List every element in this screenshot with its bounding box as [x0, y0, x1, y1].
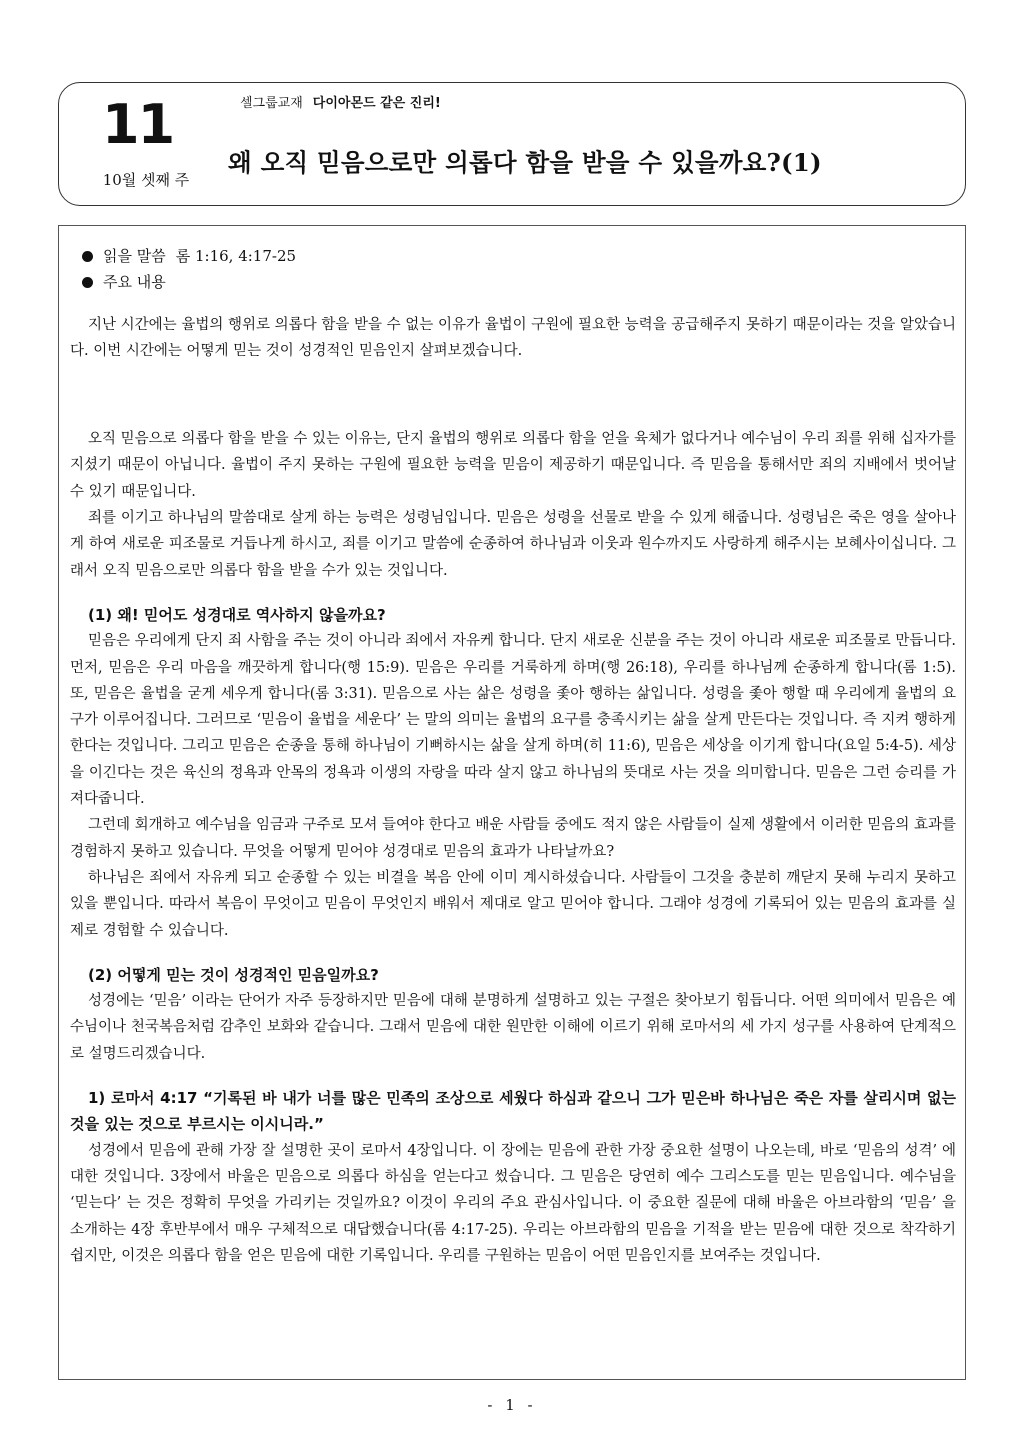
lesson-number: 11: [102, 93, 174, 156]
section1-paragraph-2: 그런데 회개하고 예수님을 임금과 구주로 모셔 들여야 한다고 배운 사람들 중에도 적지 않은 사람들이 실제 생활에서 이러한 믿음의 효과를 경험하지 못하고 있습니다. 무엇을 어떻게 믿어야 성경대로 믿음의 효과가 나타날까요?: [70, 817, 956, 860]
intro-paragraph-1: 지난 시간에는 율법의 행위로 의롭다 함을 받을 수 없는 이유가 율법이 구원에 필요한 능력을 공급해주지 못하기 때문이라는 것을 알았습니다. 이번 시간에는 어떻게 믿는 것이 성경적인 믿음인지 살펴보겠습니다.: [70, 316, 956, 359]
bullet-icon: [82, 277, 93, 288]
verse1-heading: 1) 로마서 4:17 “기록된 바 내가 너를 많은 민족의 조상으로 세웠다 하심과 같으니 그가 믿은바 하나님은 죽은 자를 살리시며 없는 것을 있는 것으로 부르시는 이시니라.”: [70, 1089, 956, 1134]
content-body: [70, 243, 956, 1269]
section1-heading: (1) 왜! 믿어도 성경대로 역사하지 않을까요?: [88, 605, 386, 624]
series-label: [240, 95, 441, 113]
series-prefix: 셀그룹교재: [240, 96, 303, 111]
intro-paragraph-3: 죄를 이기고 하나님의 말씀대로 살게 하는 능력은 성령님입니다. 믿음은 성령을 선물로 받을 수 있게 해줍니다. 성령님은 죽은 영을 살아나게 하여 새로운 피조물로 거듭나게 하시고, 죄를 이기고 말씀에 순종하여 하나님과 이웃과 원수까지도 사랑하게 해주시는 보혜사이십니다. 그래서 오직 믿음으로만 의롭다 함을 받을 수가 있는 것입니다.: [70, 510, 956, 579]
series-title: 다이아몬드 같은 진리!: [312, 96, 441, 111]
bullet-icon: [82, 251, 93, 262]
intro-paragraph-2: 오직 믿음으로 의롭다 함을 받을 수 있는 이유는, 단지 율법의 행위로 의롭다 함을 얻을 육체가 없다거나 예수님이 우리 죄를 위해 십자가를 지셨기 때문이 아닙니다. 율법이 주지 못하는 구원에 필요한 능력을 믿음이 제공하기 때문입니다. 즉 믿음을 통해서만 죄의 지배에서 벗어날 수 있기 때문입니다.: [70, 431, 956, 500]
section1-paragraph-1: 믿음은 우리에게 단지 죄 사함을 주는 것이 아니라 죄에서 자유케 합니다. 단지 새로운 신분을 주는 것이 아니라 새로운 피조물로 만듭니다. 먼저, 믿음은 우리 마음을 깨끗하게 합니다(행 15:9). 믿음은 우리를 거룩하게 하며(행 26:18), 우리를 하나님께 순종하게 합니다(롬 1:5). 또, 믿음은 율법을 굳게 세우게 합니다(롬 3:31). 믿음으로 사는 삶은 성령을 좇아 행하는 삶입니다. 성령을 좇아 행할 때 우리에게 율법의 요구가 이루어집니다. 그러므로 ‘믿음이 율법을 세운다’ 는 말의 의미는 율법의 요구를 충족시키는 삶을 살게 만든다는 것입니다. 즉 지켜 행하게 한다는 것입니다. 그리고 믿음은 순종을 통해 하나님이 기뻐하시는 삶을 살게 하며(히 11:6), 믿음은 세상을 이기게 합니다(요일 5:4-5). 세상을 이긴다는 것은 육신의 정욕과 안목의 정욕과 이생의 자랑을 따라 살지 않고 하나님의 뜻대로 사는 것을 의미합니다. 믿음은 그런 승리를 가져다줍니다.: [70, 633, 956, 808]
lesson-title: 왜 오직 믿음으로만 의롭다 함을 받을 수 있을까요?(1): [228, 148, 822, 177]
reading-ref: 롬 1:16, 4:17-25: [175, 247, 297, 265]
section1-paragraph-3: 하나님은 죄에서 자유케 되고 순종할 수 있는 비결을 복음 안에 이미 계시하셨습니다. 사람들이 그것을 충분히 깨닫지 못해 누리지 못하고 있을 뿐입니다. 따라서 복음이 무엇이고 믿음이 무엇인지 배워서 제대로 알고 믿어야 합니다. 그래야 성경에 기록되어 있는 믿음의 효과를 실제로 경험할 수 있습니다.: [70, 869, 956, 939]
section2-heading: (2) 어떻게 믿는 것이 성경적인 믿음일까요?: [88, 965, 379, 984]
main-content-label: 주요 내용: [103, 273, 166, 292]
page-number: - 1 -: [487, 1396, 537, 1414]
verse1-paragraph-1: 성경에서 믿음에 관해 가장 잘 설명한 곳이 로마서 4장입니다. 이 장에는 믿음에 관한 가장 중요한 설명이 나오는데, 바로 ‘믿음의 성격’ 에 대한 것입니다. 3장에서 바울은 믿음으로 의롭다 하심을 얻는다고 썼습니다. 그 믿음은 당연히 예수 그리스도를 믿는 믿음입니다. 예수님을 ‘믿는다’ 는 것은 정확히 무엇을 가리키는 것일까요? 이것이 우리의 주요 관심사입니다. 이 중요한 질문에 대해 바울은 아브라함의 ‘믿음’ 을 소개하는 4장 후반부에서 매우 구체적으로 대답했습니다(롬 4:17-25). 우리는 아브라함의 믿음을 기적을 받는 믿음에 대한 것으로 착각하기 쉽지만, 이것은 의롭다 함을 얻은 믿음에 대한 기록입니다. 우리를 구원하는 믿음이 어떤 믿음인지를 보여주는 것입니다.: [70, 1142, 956, 1264]
section2-paragraph-1: 성경에는 ‘믿음’ 이라는 단어가 자주 등장하지만 믿음에 대해 분명하게 설명하고 있는 구절은 찾아보기 힘듭니다. 어떤 의미에서 믿음은 예수님이나 천국복음처럼 감추인 보화와 같습니다. 그래서 믿음에 대한 원만한 이해에 이르기 위해 로마서의 세 가지 성구를 사용하여 단계적으로 설명드리겠습니다.: [70, 993, 956, 1062]
main-content-row: [82, 269, 956, 295]
reading-row: [82, 243, 956, 269]
reading-label: 읽을 말씀: [103, 247, 166, 265]
week-label: 10월 셋째 주: [102, 171, 190, 189]
